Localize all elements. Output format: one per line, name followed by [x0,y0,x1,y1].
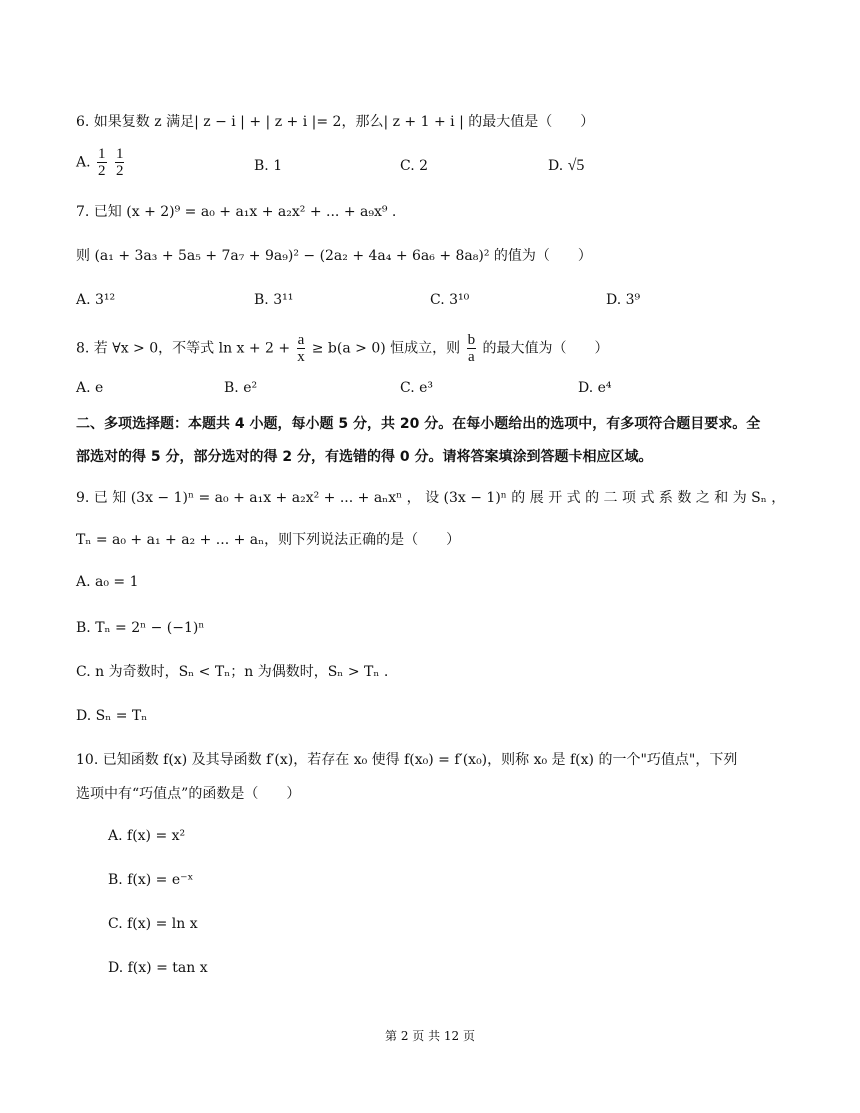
fraction-one-half [97,146,107,179]
question-7-option-c: C. 3¹⁰ [430,292,470,308]
fraction-denominator: a [468,349,475,365]
question-10-option-c: C. f(x) = ln x [108,916,198,932]
question-10-condition: 选项中有“巧值点”的函数是（ ） [76,786,301,802]
fraction-numerator: 1 [115,146,124,162]
question-6-option-d [548,156,584,176]
q8-stem-mid: ≥ b(a > 0) 恒成立，则 [311,340,461,357]
fraction-denominator: 2 [115,163,124,179]
question-7-option-a: A. 3¹² [76,292,116,308]
question-7-option-d: D. 3⁹ [606,292,641,308]
fraction-one-half [115,146,125,179]
question-6-stem: 6. 如果复数 z 满足| z − i | + | z + i |= 2，那么| z + 1 + i | 的最大值是（ ） [76,114,595,130]
question-8-option-c: C. e³ [400,380,434,396]
page-number-footer: 第 2 页 共 12 页 [385,1029,475,1043]
question-9-option-b: B. Tₙ = 2ⁿ − (−1)ⁿ [76,620,205,636]
q8-stem-prefix: 8. 若 ∀x > 0，不等式 ln x + 2 + [76,340,291,357]
question-6-option-a [76,146,126,179]
question-10-option-a: A. f(x) = x² [108,828,186,844]
q8-stem-suffix: 的最大值为（ ） [482,340,609,357]
question-9-option-a: A. a₀ = 1 [76,574,139,590]
fraction-denominator: x [297,349,305,365]
question-9-condition: Tₙ = a₀ + a₁ + a₂ + ... + aₙ，则下列说法正确的是（ ） [76,532,461,548]
question-8-stem [76,332,609,365]
option-a-label: A. [76,154,91,171]
question-7-option-b: B. 3¹¹ [254,292,294,308]
question-10-option-b: B. f(x) = e⁻ˣ [108,872,194,888]
question-8-option-b: B. e² [224,380,258,396]
fraction-numerator: 1 [98,146,106,162]
fraction-a-over-x [297,332,306,365]
fraction-numerator: a [297,332,305,348]
question-7-condition: 则 (a₁ + 3a₃ + 5a₅ + 7a₇ + 9a₉)² − (2a₂ + 4a₄ + 6a₆ + 8a₈)² 的值为（ ） [76,248,592,264]
question-9-stem: 9. 已 知 (3x − 1)ⁿ = a₀ + a₁x + a₂x² + ... + aₙxⁿ ， 设 (3x − 1)ⁿ 的 展 开 式 的 二 项 式 系 数 之 和 为 Sₙ ， [76,490,786,506]
fraction-denominator: 2 [98,163,106,179]
fraction-b-over-a [467,332,477,365]
question-9-option-c: C. n 为奇数时，Sₙ < Tₙ；n 为偶数时，Sₙ > Tₙ . [76,664,389,680]
question-10-option-d: D. f(x) = tan x [108,960,208,976]
option-d-label: D. [548,158,568,174]
section-2-heading-line-2: 部选对的得 5 分，部分选对的得 2 分，有选错的得 0 分。请将答案填涂到答题卡相应区域。 [76,449,653,465]
fraction-numerator: b [467,332,476,348]
question-9-option-d: D. Sₙ = Tₙ [76,708,148,724]
sqrt-five: √5 [567,157,585,174]
question-6-option-b: B. 1 [254,158,283,174]
question-10-stem: 10. 已知函数 f(x) 及其导函数 f′(x)，若存在 x₀ 使得 f(x₀) = f′(x₀)，则称 x₀ 是 f(x) 的一个"巧值点"，下列 [76,752,738,768]
question-8-option-d: D. e⁴ [578,380,612,396]
section-2-heading-line-1: 二、多项选择题：本题共 4 小题，每小题 5 分，共 20 分。在每小题给出的选项中，有多项符合题目要求。全 [76,416,761,432]
question-8-option-a: A. e [76,380,104,396]
question-6-option-c: C. 2 [400,158,429,174]
question-7-stem: 7. 已知 (x + 2)⁹ = a₀ + a₁x + a₂x² + ... + a₉x⁹ . [76,204,397,220]
